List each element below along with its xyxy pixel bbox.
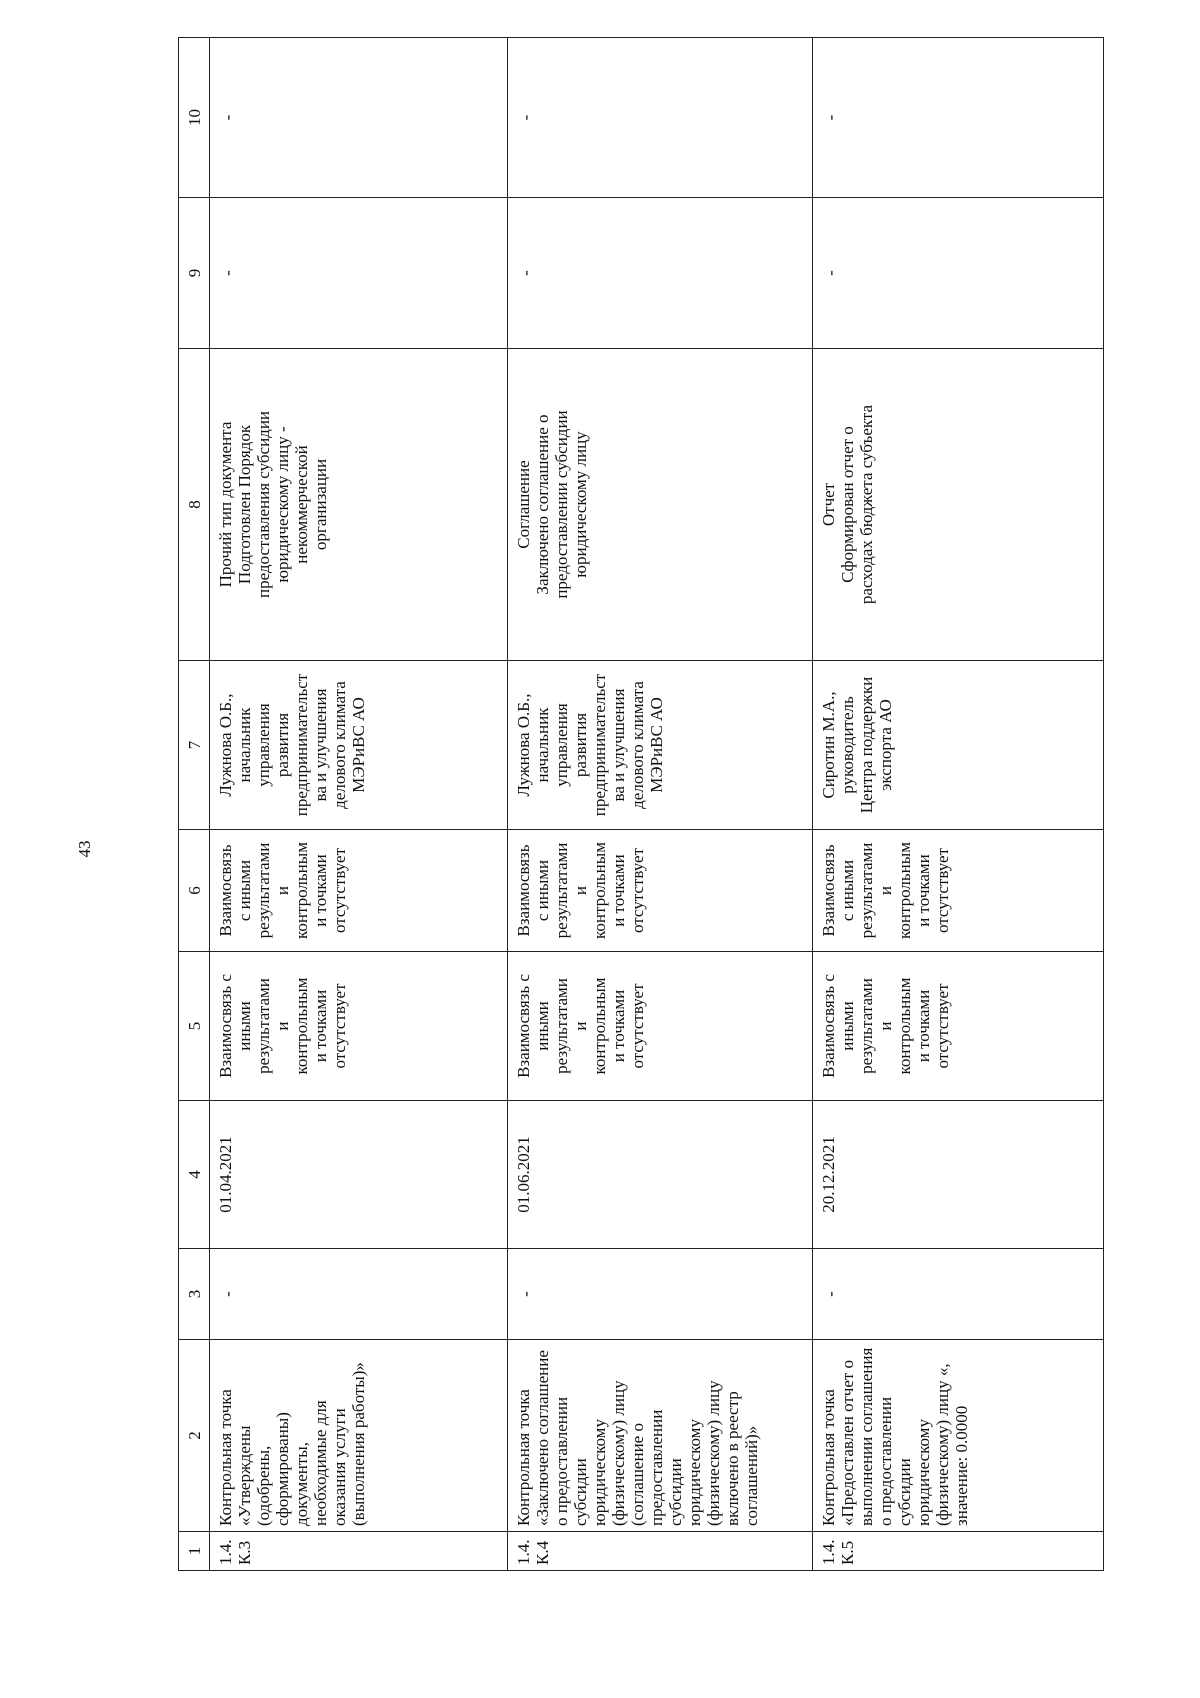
cell-col9 bbox=[210, 198, 508, 349]
cell-col10 bbox=[813, 38, 1104, 198]
cell-date: 20.12.2021 bbox=[813, 1101, 1104, 1249]
dash-value: - bbox=[821, 114, 840, 121]
cell-col9 bbox=[508, 198, 813, 349]
dash-value: - bbox=[516, 270, 535, 276]
cell-col6: Взаимосвязь с иными результатами и контрольным и точками отсутствует bbox=[813, 830, 1104, 952]
cell-col3 bbox=[508, 1249, 813, 1340]
header-cell: 5 bbox=[179, 952, 210, 1101]
dash-value: - bbox=[218, 270, 237, 276]
table-header-row bbox=[179, 38, 210, 1571]
cell-col3 bbox=[210, 1249, 508, 1340]
cell-col6: Взаимосвязь с иными результатами и контрольным и точками отсутствует bbox=[508, 830, 813, 952]
cell-responsible: Лужнова О.Б., начальник управления развития предпринимательст ва и улучшения делового климата МЭРиВС АО bbox=[210, 661, 508, 830]
dash-value: - bbox=[218, 1291, 237, 1297]
cell-col10 bbox=[210, 38, 508, 198]
table-row bbox=[508, 38, 813, 1571]
header-cell: 3 bbox=[179, 1249, 210, 1340]
cell-col9 bbox=[813, 198, 1104, 349]
cell-id: 1.4. К.3 bbox=[210, 1532, 508, 1571]
cell-responsible: Лужнова О.Б., начальник управления развития предпринимательст ва и улучшения делового климата МЭРиВС АО bbox=[508, 661, 813, 830]
dash-value: - bbox=[218, 114, 237, 121]
header-cell: 9 bbox=[179, 198, 210, 349]
dash-value: - bbox=[516, 114, 535, 121]
header-cell: 7 bbox=[179, 661, 210, 830]
cell-name: Контрольная точка «Утверждены (одобрены, сформированы) документы, необходимые для оказания услуги (выполнения работы)» bbox=[210, 1340, 508, 1532]
cell-col6: Взаимосвязь с иными результатами и контрольным и точками отсутствует bbox=[210, 830, 508, 952]
dash-value: - bbox=[516, 1291, 535, 1297]
cell-date: 01.06.2021 bbox=[508, 1101, 813, 1249]
cell-name: Контрольная точка «Предоставлен отчет о выполнении соглашения о предоставлении субсидии юридическому (физическому) лицу «, значение: 0.0000 bbox=[813, 1340, 1104, 1532]
cell-id: 1.4. К.4 bbox=[508, 1532, 813, 1571]
cell-responsible: Сиротин М.А., руководитель Центра поддержки экспорта АО bbox=[813, 661, 1104, 830]
cell-col5: Взаимосвязь с иными результатами и контрольным и точками отсутствует bbox=[210, 952, 508, 1101]
header-cell: 6 bbox=[179, 830, 210, 952]
cell-col3 bbox=[813, 1249, 1104, 1340]
cell-date: 01.04.2021 bbox=[210, 1101, 508, 1249]
dash-value: - bbox=[821, 270, 840, 276]
cell-document: Прочий тип документа Подготовлен Порядок предоставления субсидии юридическому лицу - некоммерческой организации bbox=[210, 349, 508, 661]
cell-id: 1.4. К.5 bbox=[813, 1532, 1104, 1571]
table-row bbox=[210, 38, 508, 1571]
cell-col10 bbox=[508, 38, 813, 198]
header-cell: 1 bbox=[179, 1532, 210, 1571]
cell-document: Соглашение Заключено соглашение о предоставлении субсидии юридическому лицу bbox=[508, 349, 813, 661]
header-cell: 10 bbox=[179, 38, 210, 198]
header-cell: 2 bbox=[179, 1340, 210, 1532]
cell-document: Отчет Сформирован отчет о расходах бюджета субъекта bbox=[813, 349, 1104, 661]
dash-value: - bbox=[821, 1291, 840, 1297]
page-number: 43 bbox=[75, 840, 94, 858]
header-cell: 8 bbox=[179, 349, 210, 661]
header-cell: 4 bbox=[179, 1101, 210, 1249]
cell-col5: Взаимосвязь с иными результатами и контрольным и точками отсутствует bbox=[508, 952, 813, 1101]
control-points-table bbox=[178, 37, 1104, 1571]
cell-col5: Взаимосвязь с иными результатами и контрольным и точками отсутствует bbox=[813, 952, 1104, 1101]
cell-name: Контрольная точка «Заключено соглашение о предоставлении субсидии юридическому (физическому) лицу (соглашение о предоставлении субсидии юридическому (физическому) лицу включено в реестр соглашений)» bbox=[508, 1340, 813, 1532]
rotated-table-container bbox=[178, 38, 1104, 1571]
table-row bbox=[813, 38, 1104, 1571]
